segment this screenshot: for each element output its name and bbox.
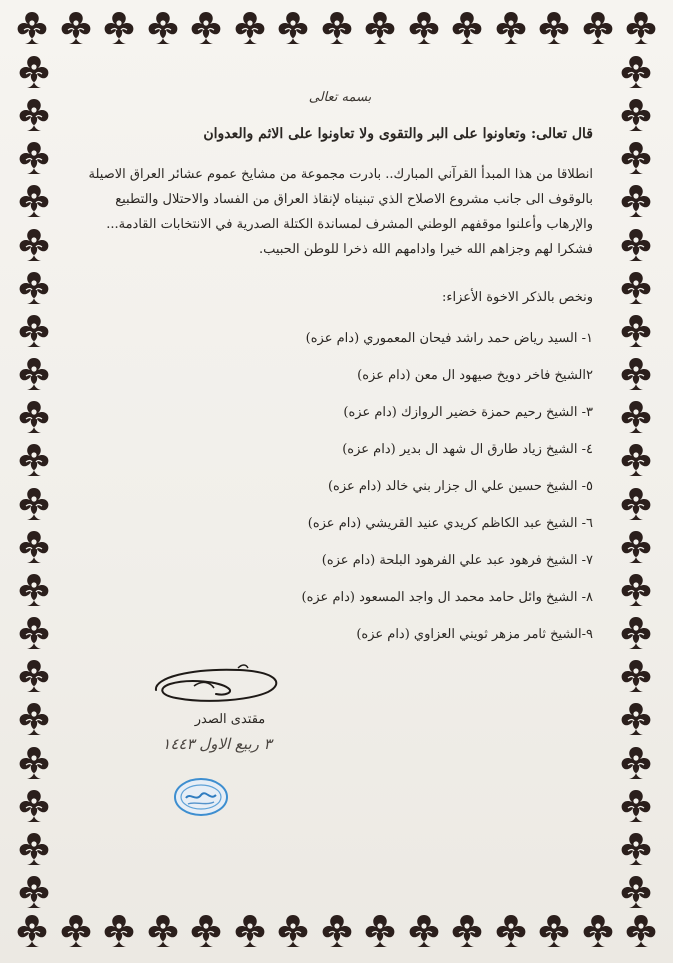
floral-ornament-icon: [14, 95, 54, 135]
floral-ornament-icon: [616, 354, 656, 394]
floral-ornament-icon: [578, 911, 618, 951]
floral-ornament-icon: [616, 225, 656, 265]
floral-ornament-icon: [99, 8, 139, 48]
list-item: ٥- الشيخ حسين علي ال جزار بني خالد (دام عزه): [327, 479, 593, 494]
floral-ornament-icon: [578, 8, 618, 48]
floral-ornament-icon: [616, 484, 656, 524]
floral-ornament-icon: [491, 8, 531, 48]
floral-ornament-icon: [14, 872, 54, 912]
floral-ornament-icon: [14, 52, 54, 92]
floral-ornament-icon: [616, 268, 656, 308]
list-item: ١- السيد رياض حمد راشد فيحان المعموري (دام عزه): [305, 331, 593, 346]
floral-ornament-icon: [616, 138, 656, 178]
floral-ornament-icon: [616, 440, 656, 480]
floral-ornament-icon: [616, 829, 656, 869]
floral-ornament-icon: [56, 911, 96, 951]
floral-ornament-icon: [186, 911, 226, 951]
border-left: [14, 52, 58, 912]
floral-ornament-icon: [273, 8, 313, 48]
list-item: ٢الشيخ فاخر دويخ صيهود ال معن (دام عزه): [357, 368, 593, 383]
floral-ornament-icon: [616, 95, 656, 135]
floral-ornament-icon: [14, 181, 54, 221]
floral-ornament-icon: [360, 8, 400, 48]
floral-ornament-icon: [616, 527, 656, 567]
floral-ornament-icon: [616, 570, 656, 610]
floral-ornament-icon: [14, 786, 54, 826]
floral-ornament-icon: [14, 311, 54, 351]
floral-ornament-icon: [186, 8, 226, 48]
floral-ornament-icon: [14, 656, 54, 696]
list-item: ٦- الشيخ عبد الكاظم كريدي عنيد القريشي (دام عزه): [307, 516, 593, 531]
floral-ornament-icon: [616, 743, 656, 783]
floral-ornament-icon: [317, 8, 357, 48]
floral-ornament-icon: [14, 440, 54, 480]
floral-ornament-icon: [143, 8, 183, 48]
list-item: ٧- الشيخ فرهود عبد علي الفرهود البلحة (دام عزه): [321, 553, 593, 568]
quran-verse: قال تعالى: وتعاونوا على البر والتقوى ولا تعاونوا على الاثم والعدوان: [203, 126, 593, 142]
floral-ornament-icon: [616, 872, 656, 912]
floral-ornament-icon: [99, 911, 139, 951]
names-list: [80, 320, 593, 653]
floral-ornament-icon: [616, 656, 656, 696]
floral-ornament-icon: [14, 354, 54, 394]
list-item: ٨- الشيخ وائل حامد محمد ال واجد المسعود (دام عزه): [301, 590, 593, 605]
seal-stamp-icon: [172, 776, 230, 818]
floral-ornament-icon: [14, 743, 54, 783]
floral-ornament-icon: [616, 397, 656, 437]
floral-ornament-icon: [616, 311, 656, 351]
floral-ornament-icon: [14, 829, 54, 869]
floral-ornament-icon: [14, 570, 54, 610]
floral-ornament-icon: [447, 911, 487, 951]
floral-ornament-icon: [14, 613, 54, 653]
floral-ornament-icon: [360, 911, 400, 951]
floral-ornament-icon: [143, 911, 183, 951]
floral-ornament-icon: [616, 786, 656, 826]
floral-ornament-icon: [534, 911, 574, 951]
signer-name: مقتدى الصدر: [194, 712, 266, 727]
floral-ornament-icon: [14, 527, 54, 567]
floral-ornament-icon: [14, 225, 54, 265]
border-top: [12, 8, 661, 52]
floral-ornament-icon: [534, 8, 574, 48]
floral-ornament-icon: [616, 52, 656, 92]
floral-ornament-icon: [621, 8, 661, 48]
floral-ornament-icon: [14, 268, 54, 308]
floral-ornament-icon: [12, 911, 52, 951]
floral-ornament-icon: [230, 8, 270, 48]
list-item: ٩-الشيخ ثامر مزهر ثويني العزاوي (دام عزه): [356, 627, 593, 642]
floral-ornament-icon: [491, 911, 531, 951]
floral-ornament-icon: [621, 911, 661, 951]
floral-ornament-icon: [230, 911, 270, 951]
floral-ornament-icon: [273, 911, 313, 951]
floral-ornament-icon: [447, 8, 487, 48]
floral-ornament-icon: [404, 8, 444, 48]
border-bottom: [12, 911, 661, 955]
basmala: بسمه تعالى: [308, 90, 372, 105]
floral-ornament-icon: [404, 911, 444, 951]
floral-ornament-icon: [14, 138, 54, 178]
floral-ornament-icon: [616, 181, 656, 221]
mention-heading: ونخص بالذكر الاخوة الأعزاء:: [442, 290, 593, 305]
list-item: ٣- الشيخ رحيم حمزة خضير الروازك (دام عزه): [343, 405, 593, 420]
floral-ornament-icon: [616, 613, 656, 653]
intro-paragraph: انطلاقا من هذا المبدأ القرآني المبارك.. بادرت مجموعة من مشايخ عموم عشائر العراق الاصيلة بالوقوف الى جانب مشروع الاصلاح الذي تبنيناه لإنقاذ العراق من الفساد والاحتلال والتطبيع والإرهاب وأعلنوا موقفهم الوطني المشرف لمساندة الكتلة الصدرية في الانتخابات القادمة... فشكرا لهم وجزاهم الله خيرا وادامهم الله ذخرا للوطن الحبيب.: [88, 167, 593, 257]
floral-ornament-icon: [14, 699, 54, 739]
border-right: [616, 52, 660, 912]
floral-ornament-icon: [14, 484, 54, 524]
floral-ornament-icon: [12, 8, 52, 48]
list-item: ٤- الشيخ زياد طارق ال شهد ال بدير (دام عزه): [342, 442, 593, 457]
signature-icon: [150, 660, 285, 712]
floral-ornament-icon: [317, 911, 357, 951]
floral-ornament-icon: [616, 699, 656, 739]
handwritten-date: ٣ ربيع الاول ١٤٤٣: [162, 735, 272, 753]
floral-ornament-icon: [14, 397, 54, 437]
floral-ornament-icon: [56, 8, 96, 48]
